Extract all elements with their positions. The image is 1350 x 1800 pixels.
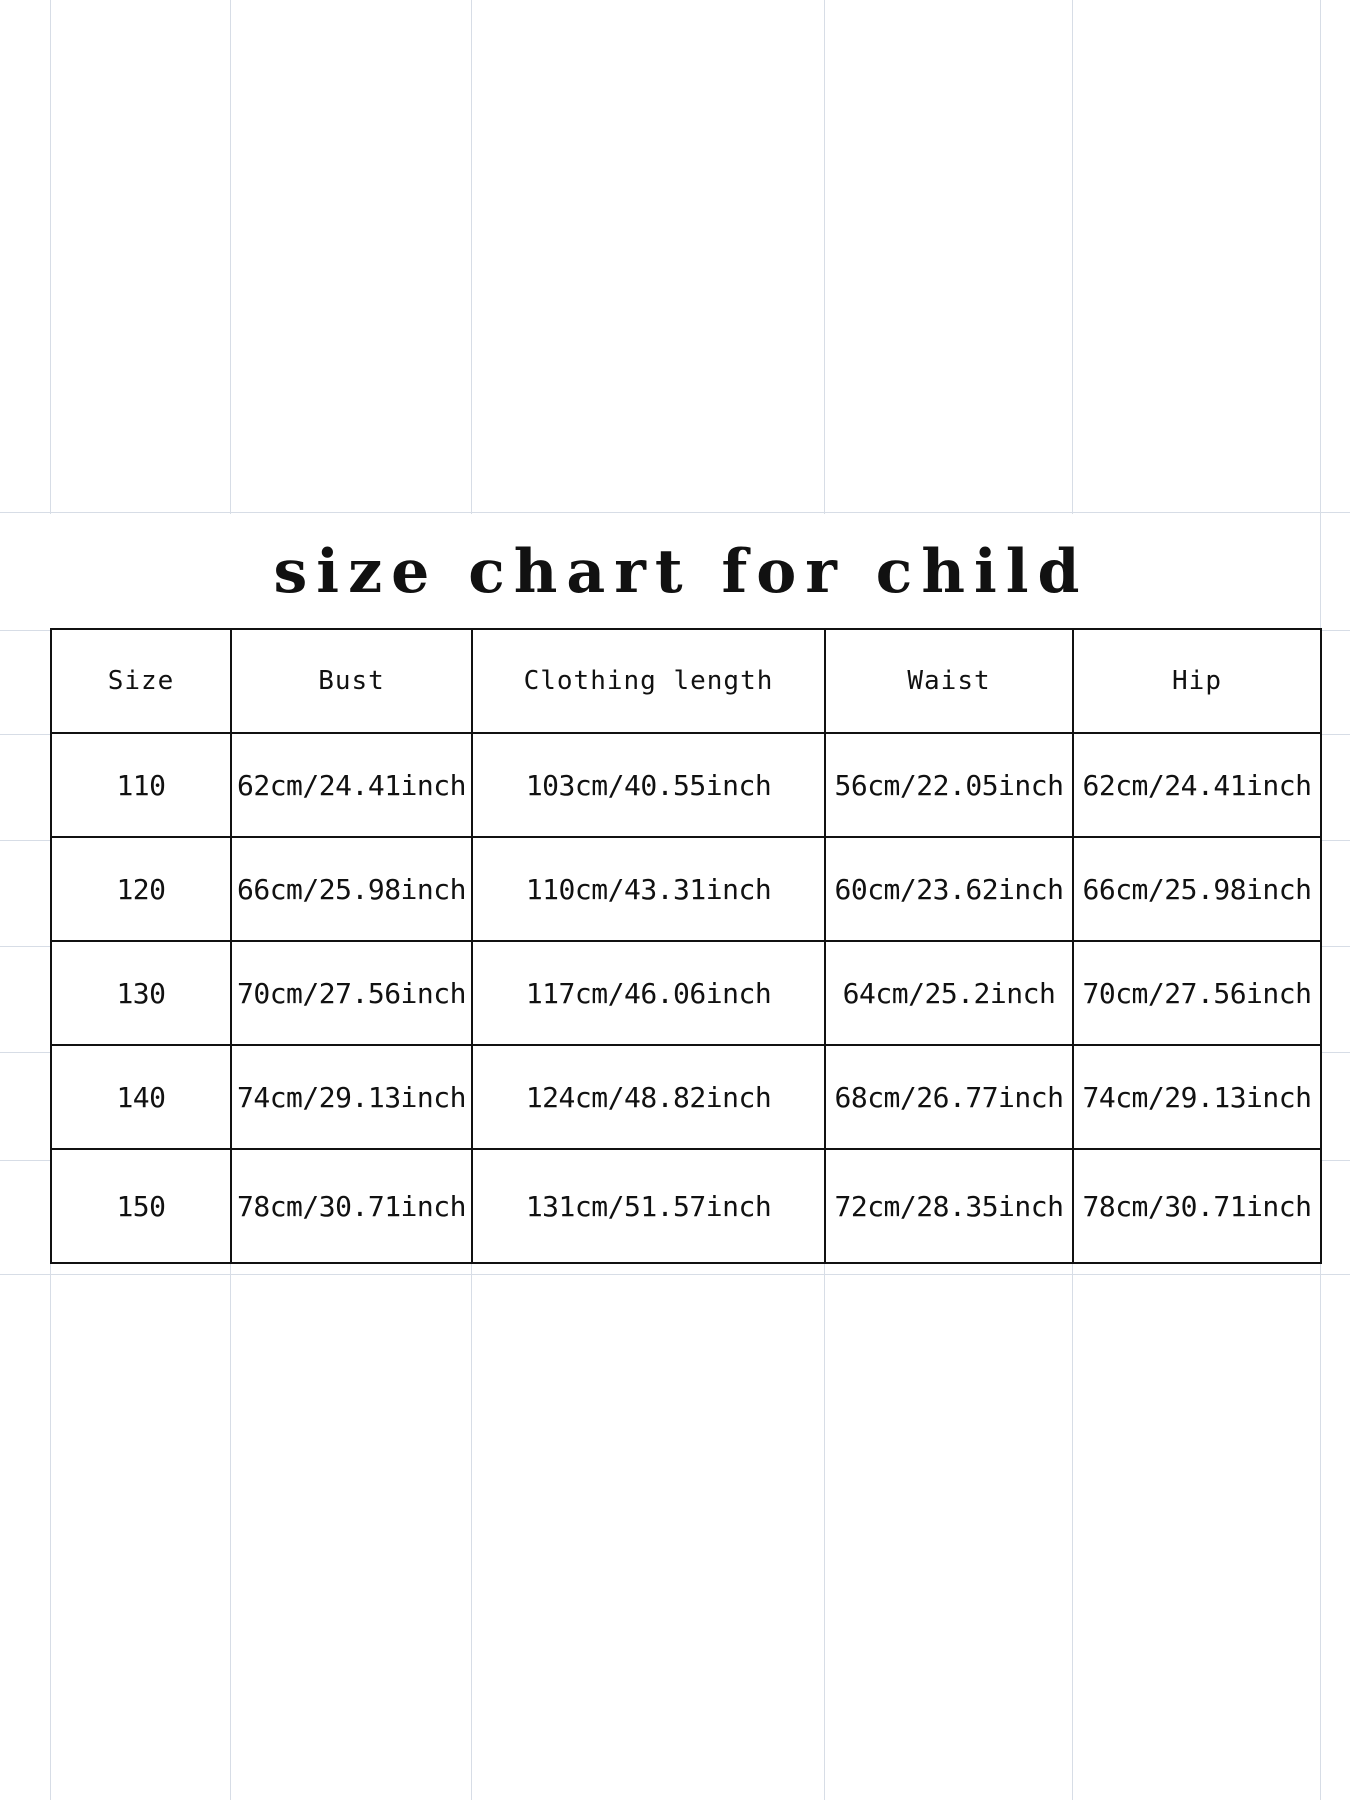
- table-row: [51, 941, 1321, 1045]
- cell-bust: 74cm/29.13inch: [231, 1045, 472, 1149]
- cell-bust: 62cm/24.41inch: [231, 733, 472, 837]
- cell-size: 130: [51, 941, 231, 1045]
- table-row: [51, 837, 1321, 941]
- cell-size: 120: [51, 837, 231, 941]
- cell-size: 140: [51, 1045, 231, 1149]
- cell-bust: 70cm/27.56inch: [231, 941, 472, 1045]
- table-row: [51, 1045, 1321, 1149]
- gridline-horizontal: [0, 1274, 1350, 1275]
- cell-clothing-length: 131cm/51.57inch: [472, 1149, 825, 1263]
- cell-waist: 68cm/26.77inch: [825, 1045, 1073, 1149]
- header-hip: Hip: [1073, 629, 1321, 733]
- cell-waist: 64cm/25.2inch: [825, 941, 1073, 1045]
- table-row: [51, 733, 1321, 837]
- cell-waist: 60cm/23.62inch: [825, 837, 1073, 941]
- header-size: Size: [51, 629, 231, 733]
- header-row: [51, 629, 1321, 733]
- header-waist: Waist: [825, 629, 1073, 733]
- header-bust: Bust: [231, 629, 472, 733]
- cell-bust: 66cm/25.98inch: [231, 837, 472, 941]
- cell-waist: 72cm/28.35inch: [825, 1149, 1073, 1263]
- cell-hip: 70cm/27.56inch: [1073, 941, 1321, 1045]
- cell-size: 110: [51, 733, 231, 837]
- cell-clothing-length: 124cm/48.82inch: [472, 1045, 825, 1149]
- cell-hip: 62cm/24.41inch: [1073, 733, 1321, 837]
- size-chart-table: [50, 628, 1322, 1264]
- cell-clothing-length: 110cm/43.31inch: [472, 837, 825, 941]
- cell-hip: 66cm/25.98inch: [1073, 837, 1321, 941]
- header-clothing-length: Clothing length: [472, 629, 825, 733]
- cell-bust: 78cm/30.71inch: [231, 1149, 472, 1263]
- cell-hip: 74cm/29.13inch: [1073, 1045, 1321, 1149]
- cell-hip: 78cm/30.71inch: [1073, 1149, 1321, 1263]
- gridline-horizontal: [0, 512, 1350, 513]
- page-title: size chart for child: [273, 536, 1089, 607]
- cell-clothing-length: 103cm/40.55inch: [472, 733, 825, 837]
- cell-size: 150: [51, 1149, 231, 1263]
- title-cell: [50, 514, 1320, 629]
- table-row: [51, 1149, 1321, 1263]
- cell-clothing-length: 117cm/46.06inch: [472, 941, 825, 1045]
- cell-waist: 56cm/22.05inch: [825, 733, 1073, 837]
